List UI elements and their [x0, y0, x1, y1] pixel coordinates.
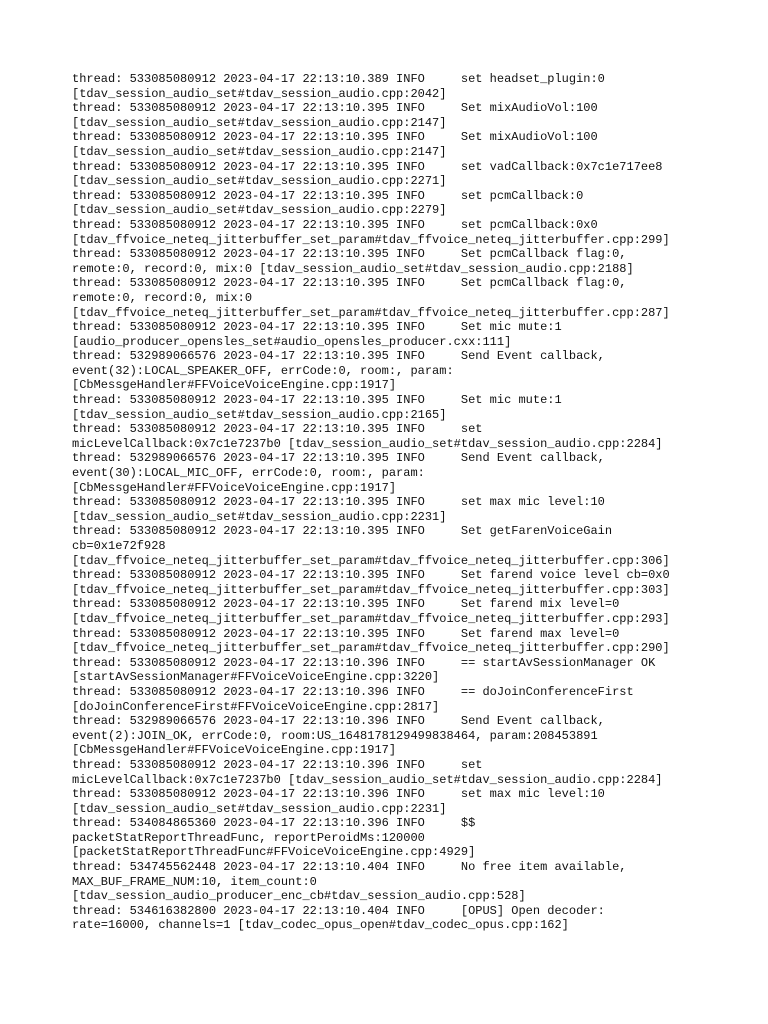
log-page: [72, 72, 712, 933]
log-line: remote:0, record:0, mix:0 [tdav_session_audio_set#tdav_session_audio.cpp:2188]: [72, 261, 634, 276]
log-line: [packetStatReportThreadFunc#FFVoiceVoiceEngine.cpp:4929]: [72, 845, 476, 860]
log-line: thread: 533085080912 2023-04-17 22:13:10.389 INFO set headset_plugin:0: [72, 72, 605, 86]
log-line: [tdav_session_audio_set#tdav_session_audio.cpp:2147]: [72, 115, 447, 130]
log-line: thread: 533085080912 2023-04-17 22:13:10.396 INFO == startAvSessionManager OK: [72, 655, 656, 670]
log-line: thread: 533085080912 2023-04-17 22:13:10.395 INFO set max mic level:10: [72, 495, 605, 510]
log-line: thread: 532989066576 2023-04-17 22:13:10.395 INFO Send Event callback,: [72, 349, 605, 364]
log-line: [tdav_session_audio_set#tdav_session_audio.cpp:2042]: [72, 86, 447, 101]
log-line: thread: 533085080912 2023-04-17 22:13:10.395 INFO set vadCallback:0x7c1e717ee8: [72, 159, 663, 174]
log-line: [tdav_session_audio_set#tdav_session_audio.cpp:2147]: [72, 144, 447, 159]
log-line: thread: 533085080912 2023-04-17 22:13:10.395 INFO Set mixAudioVol:100: [72, 101, 598, 116]
log-line: thread: 533085080912 2023-04-17 22:13:10.395 INFO Set farend max level=0: [72, 626, 620, 641]
log-line: thread: 533085080912 2023-04-17 22:13:10.395 INFO Set mixAudioVol:100: [72, 130, 598, 145]
log-line: [CbMessgeHandler#FFVoiceVoiceEngine.cpp:1917]: [72, 480, 397, 495]
log-line: remote:0, record:0, mix:0: [72, 290, 253, 305]
log-line: [audio_producer_opensles_set#audio_opensles_producer.cxx:111]: [72, 334, 512, 349]
log-line: [doJoinConferenceFirst#FFVoiceVoiceEngine.cpp:2817]: [72, 699, 440, 714]
log-line: rate=16000, channels=1 [tdav_codec_opus_open#tdav_codec_opus.cpp:162]: [72, 918, 569, 933]
log-line: micLevelCallback:0x7c1e7237b0 [tdav_session_audio_set#tdav_session_audio.cpp:2284]: [72, 436, 663, 451]
log-line: thread: 532989066576 2023-04-17 22:13:10.396 INFO Send Event callback,: [72, 714, 605, 729]
log-line: [tdav_ffvoice_neteq_jitterbuffer_set_param#tdav_ffvoice_neteq_jitterbuffer.cpp:293]: [72, 611, 670, 626]
log-line: [tdav_session_audio_set#tdav_session_audio.cpp:2231]: [72, 801, 447, 816]
log-line: thread: 533085080912 2023-04-17 22:13:10.395 INFO set: [72, 422, 483, 437]
log-line: [tdav_session_audio_set#tdav_session_audio.cpp:2279]: [72, 203, 447, 218]
log-line: [CbMessgeHandler#FFVoiceVoiceEngine.cpp:1917]: [72, 743, 397, 758]
log-line: thread: 533085080912 2023-04-17 22:13:10.395 INFO Set farend mix level=0: [72, 597, 620, 612]
log-line: thread: 533085080912 2023-04-17 22:13:10.395 INFO set pcmCallback:0x0: [72, 217, 598, 232]
log-line: MAX_BUF_FRAME_NUM:10, item_count:0: [72, 874, 317, 889]
log-line: thread: 533085080912 2023-04-17 22:13:10.395 INFO Set farend voice level cb=0x0: [72, 568, 670, 583]
log-line: cb=0x1e72f928: [72, 539, 166, 553]
log-line: thread: 533085080912 2023-04-17 22:13:10.396 INFO set max mic level:10: [72, 787, 605, 802]
log-line: [tdav_session_audio_set#tdav_session_audio.cpp:2165]: [72, 407, 447, 422]
log-line: thread: 533085080912 2023-04-17 22:13:10.395 INFO Set mic mute:1: [72, 393, 562, 408]
log-line: thread: 533085080912 2023-04-17 22:13:10.395 INFO Set mic mute:1: [72, 320, 562, 335]
log-line: thread: 534616382800 2023-04-17 22:13:10.404 INFO [OPUS] Open decoder:: [72, 903, 605, 918]
log-line: event(32):LOCAL_SPEAKER_OFF, errCode:0, room:, param:: [72, 363, 454, 378]
log-line: thread: 534084865360 2023-04-17 22:13:10.396 INFO $$: [72, 816, 476, 831]
log-line: [tdav_ffvoice_neteq_jitterbuffer_set_param#tdav_ffvoice_neteq_jitterbuffer.cpp:290]: [72, 641, 670, 656]
log-line: thread: 533085080912 2023-04-17 22:13:10.395 INFO set pcmCallback:0: [72, 188, 584, 203]
log-line: [tdav_ffvoice_neteq_jitterbuffer_set_param#tdav_ffvoice_neteq_jitterbuffer.cpp:299]: [72, 232, 670, 247]
log-line: [tdav_session_audio_set#tdav_session_audio.cpp:2231]: [72, 509, 447, 524]
log-line: [startAvSessionManager#FFVoiceVoiceEngine.cpp:3220]: [72, 670, 440, 685]
log-line: [tdav_ffvoice_neteq_jitterbuffer_set_param#tdav_ffvoice_neteq_jitterbuffer.cpp:306]: [72, 553, 670, 568]
log-line: thread: 533085080912 2023-04-17 22:13:10.395 INFO Set getFarenVoiceGain: [72, 524, 613, 539]
log-line: thread: 533085080912 2023-04-17 22:13:10.396 INFO set: [72, 757, 483, 772]
log-line: thread: 534745562448 2023-04-17 22:13:10.404 INFO No free item available,: [72, 860, 627, 875]
log-line: micLevelCallback:0x7c1e7237b0 [tdav_session_audio_set#tdav_session_audio.cpp:2284]: [72, 772, 663, 787]
log-line: thread: 533085080912 2023-04-17 22:13:10.395 INFO Set pcmCallback flag:0,: [72, 247, 627, 262]
log-line: [tdav_ffvoice_neteq_jitterbuffer_set_param#tdav_ffvoice_neteq_jitterbuffer.cpp:303]: [72, 582, 670, 597]
log-line: thread: 532989066576 2023-04-17 22:13:10.395 INFO Send Event callback,: [72, 451, 605, 466]
log-line: [tdav_session_audio_producer_enc_cb#tdav_session_audio.cpp:528]: [72, 889, 526, 904]
log-line: [tdav_session_audio_set#tdav_session_audio.cpp:2271]: [72, 174, 447, 189]
log-line: event(30):LOCAL_MIC_OFF, errCode:0, room:, param:: [72, 466, 425, 481]
log-line: thread: 533085080912 2023-04-17 22:13:10.395 INFO Set pcmCallback flag:0,: [72, 276, 627, 291]
log-line: [CbMessgeHandler#FFVoiceVoiceEngine.cpp:1917]: [72, 378, 397, 393]
log-line: event(2):JOIN_OK, errCode:0, room:US_1648178129499838464, param:208453891: [72, 728, 598, 743]
log-line: [tdav_ffvoice_neteq_jitterbuffer_set_param#tdav_ffvoice_neteq_jitterbuffer.cpp:287]: [72, 305, 670, 320]
log-line: packetStatReportThreadFunc, reportPeroidMs:120000: [72, 830, 425, 845]
log-line: thread: 533085080912 2023-04-17 22:13:10.396 INFO == doJoinConferenceFirst: [72, 684, 634, 699]
